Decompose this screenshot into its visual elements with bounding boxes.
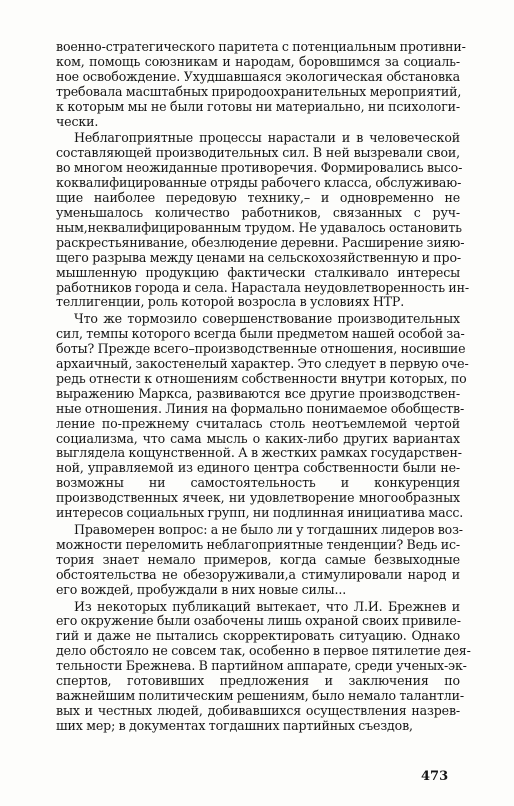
text-line: ным,неквалифицированным трудом. Не удавалось остановить bbox=[56, 219, 462, 235]
text-line: к которым мы не были готовы ни материально, ни психологи- bbox=[56, 98, 460, 114]
text-line: раскрестьянивание, обезлюдение деревни. Расширение зияю- bbox=[56, 234, 465, 250]
text-line: мышленную продукцию фактически сталкивало интересы bbox=[56, 264, 460, 280]
text-line: ком, помощь союзникам и народам, боровшимся за социаль- bbox=[56, 53, 460, 69]
text-line: уменьшалось количество работников, связанных с руч- bbox=[56, 204, 460, 220]
text-line: ное освобождение. Ухудшавшаяся экологическая обстановка bbox=[56, 68, 460, 84]
text-line: ной, управляемой из единого центра собственности были не- bbox=[56, 460, 460, 476]
text-line: коквалифицированные отряды рабочего класса, обслуживаю- bbox=[56, 175, 462, 191]
text-line: его окружение были озабочены лишь охраной своих привиле- bbox=[56, 613, 461, 629]
body-text bbox=[56, 39, 471, 736]
text-line: ших мер; в документах тогдашних партийных съездов, bbox=[56, 717, 413, 733]
text-line: важнейшим политическим решениям, было немало талантли- bbox=[56, 687, 464, 703]
text-line: тельности Брежнева. В партийном аппарате, среди ученых-эк- bbox=[56, 658, 467, 674]
text-line: составляющей производительных сил. В ней вызревали свои, bbox=[56, 145, 460, 161]
text-line: выражению Маркса, развиваются все другие производствен- bbox=[56, 385, 460, 401]
text-line: обстоятельства не обезоруживали,а стимулировали народ и bbox=[56, 566, 460, 582]
text-line: можности переломить неблагоприятные тенденции? Ведь ис- bbox=[56, 536, 460, 552]
text-line: чески. bbox=[56, 113, 99, 129]
text-line: редь отнести к отношениям собственности внутри которых, по bbox=[56, 370, 467, 386]
text-line: производственных ячеек, ни удовлетворение многообразных bbox=[56, 490, 460, 506]
text-line: возможны ни самостоятельность и конкуренция bbox=[56, 475, 460, 491]
text-line: его вождей, пробуждали в них новые силы... bbox=[56, 581, 347, 597]
paragraph bbox=[56, 39, 466, 129]
text-line: во многом неожиданные противоречия. Формировались высо- bbox=[56, 160, 463, 176]
text-line: ные отношения. Линия на формально понимаемое обобществ- bbox=[56, 400, 465, 416]
text-line: спертов, готовивших предложения и заключения по bbox=[56, 673, 460, 689]
text-line: щего разрыва между ценами на сельскохозяйственную и про- bbox=[56, 249, 462, 265]
text-line: требовала масштабных природоохранительных мероприятий, bbox=[56, 83, 462, 99]
text-line: тория знает немало примеров, когда самые безвыходные bbox=[56, 551, 460, 567]
text-line: вых и честных людей, добивавшихся осуществления назрев- bbox=[56, 702, 460, 718]
paragraph bbox=[56, 311, 469, 521]
text-line: военно-стратегического паритета с потенциальным противни- bbox=[56, 39, 466, 54]
text-line: гий и даже не пытались скорректировать ситуацию. Однако bbox=[56, 628, 460, 644]
page-number: 473 bbox=[421, 769, 449, 784]
paragraph bbox=[56, 130, 469, 310]
text-line: щие наиболее передовую технику,– и одновременно не bbox=[56, 190, 460, 206]
text-line: ление по-прежнему считалась столь неотъемлемой чертой bbox=[56, 415, 460, 431]
text-line: Что же тормозило совершенствование производительных bbox=[74, 311, 460, 327]
paragraph bbox=[56, 598, 471, 734]
text-line: Из некоторых публикаций вытекает, что Л.И. Брежнев и bbox=[74, 598, 460, 614]
text-line: социализма, что сама мысль о каких-либо других вариантах bbox=[56, 430, 460, 446]
text-line: Неблагоприятные процессы нарастали и в человеческой bbox=[74, 130, 460, 146]
text-line: Правомерен вопрос: а не было ли у тогдашних лидеров воз- bbox=[74, 522, 463, 537]
paragraph bbox=[56, 522, 463, 598]
text-line: работников города и села. Нарастала неудовлетворенность ин- bbox=[56, 279, 469, 295]
text-line: архаичный, закостенелый характер. Это следует в первую оче- bbox=[56, 356, 469, 372]
text-line: сил, темпы которого всегда были предметом нашей особой за- bbox=[56, 326, 465, 342]
text-line: дело обстояло не совсем так, особенно в первое пятилетие дея- bbox=[56, 643, 471, 659]
text-line: теллигенции, роль которой возросла в условиях НТР. bbox=[56, 294, 405, 310]
text-line: боты? Прежде всего–производственные отношения, носившие bbox=[56, 341, 466, 357]
text-line: выглядела кощунственной. А в жестких рамках государствен- bbox=[56, 445, 462, 461]
text-line: интересов социальных групп, ни подлинная инициатива масс. bbox=[56, 505, 464, 521]
